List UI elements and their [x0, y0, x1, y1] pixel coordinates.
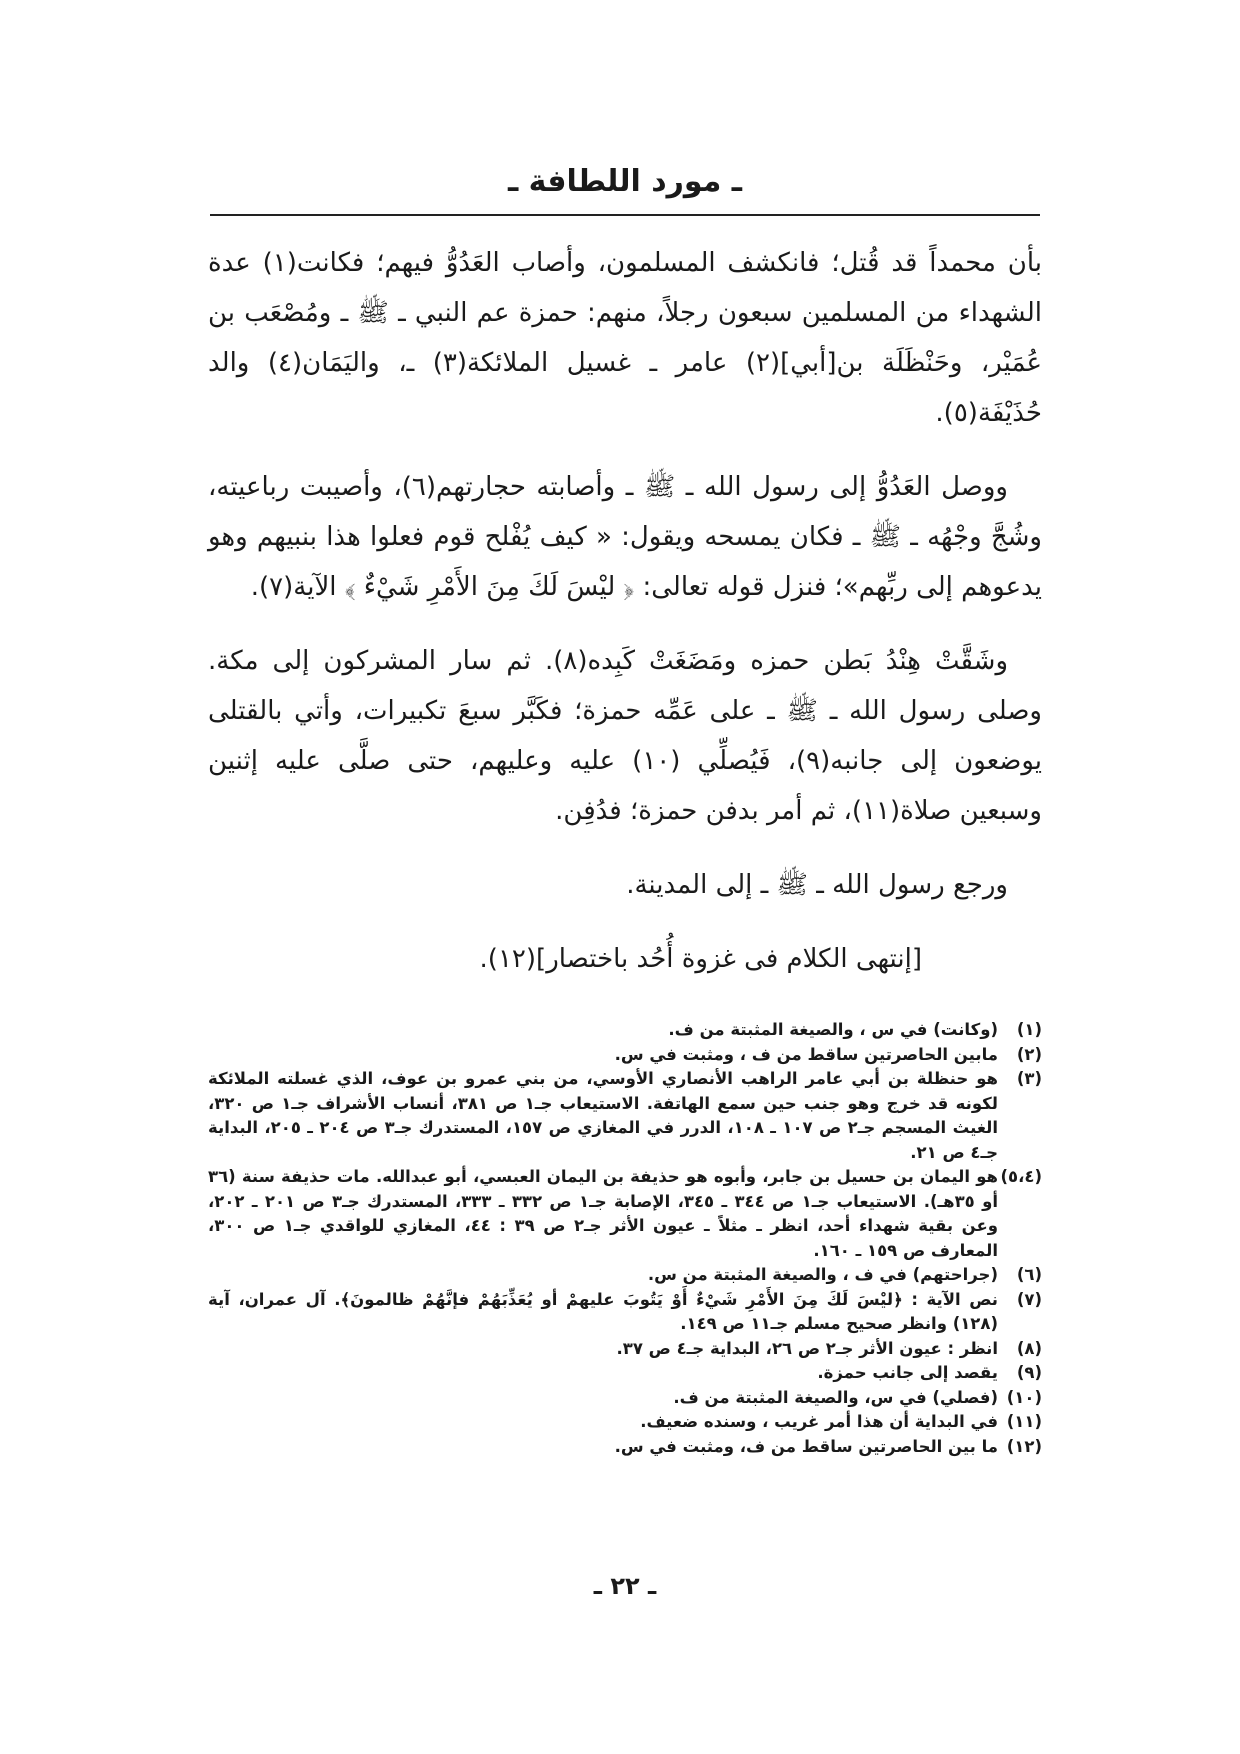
footnote [208, 1361, 1042, 1386]
footnote [208, 1067, 1042, 1165]
footnote [208, 1288, 1042, 1337]
paragraph: بأن محمداً قد قُتل؛ فانكشف المسلمون، وأصاب العَدُوُّ فيهم؛ فكانت(١) عدة الشهداء من المسلمين سبعون رجلاً، منهم: حمزة عم النبي ـ ﷺ ـ ومُصْعَب بن عُمَيْر، وحَنْظَلَة بن[أبي](٢) عامر ـ غسيل الملائكة(٣) ـ، واليَمَان(٤) والد حُذَيْفَة(٥). [208, 248, 1042, 428]
footnote [208, 1386, 1042, 1411]
main-text [208, 238, 1042, 1008]
footnote-number: (٥،٤) [1000, 1167, 1042, 1186]
footnote-text: يقصد إلى جانب حمزة. [817, 1363, 998, 1382]
footnote-text: هو اليمان بن حسيل بن جابر، وأبوه هو حذيفة بن اليمان العبسي، أبو عبدالله. مات حذيفة سنة (٣٦ أو ٣٥هـ). الاستيعاب جـ١ ص ٣٤٤ ـ ٣٤٥، الإصابة جـ١ ص ٣٣٢ ـ ٣٣٣، المستدرك جـ٣ ص ٢٠١ ـ ٢٠٢، وعن بقية شهداء أحد، انظر ـ مثلاً ـ عيون الأثر جـ٢ ص ٣٩ : ٤٤، المغازي للواقدي جـ١ ص ٣٠٠، المعارف ص ١٥٩ ـ ١٦٠. [208, 1167, 999, 1260]
footnote [208, 1043, 1042, 1068]
footnote-text: (وكانت) في س ، والصيغة المثبتة من ف. [668, 1020, 998, 1039]
footnotes [208, 1018, 1042, 1459]
running-head-title: ـ مورد اللطافة ـ [507, 164, 742, 199]
paragraph: ووصل العَدُوُّ إلى رسول الله ـ ﷺ ـ وأصابته حجارتهم(٦)، وأصيبت رباعيته، وشُجَّ وجْهُه ـ ﷺ ـ فكان يمسحه ويقول: « كيف يُفْلح قوم فعلوا هذا بنبيهم وهو يدعوهم إلى ربِّهم»؛ فنزل قوله تعالى: ﴿ ليْسَ لَكَ مِنَ الأَمْرِ شَيْءٌ ﴾ الآية(٧). [208, 472, 1042, 602]
footnote-text: ما بين الحاصرتين ساقط من ف، ومثبت في س. [614, 1436, 998, 1456]
footnote-number: (١٠) [1006, 1387, 1042, 1407]
footnote-text: هو حنظلة بن أبي عامر الراهب الأنصاري الأوسي، من بني عمرو بن عوف، الذي غسلته الملائكة لكونه قد خرج وهو جنب حين سمع الهاتفة. الاستيعاب جـ١ ص ٣٨١، أنساب الأشراف جـ١ ص ٣٢٠، الغيث المسجم جـ٢ ص ١٠٧ ـ ١٠٨، الدرر في المغازي ص ١٥٧، المستدرك جـ٣ ص ٢٠٤ ـ ٢٠٥، البداية جـ٤ ص ٢١. [208, 1069, 998, 1162]
footnote-number: (٧) [1016, 1289, 1042, 1309]
footnote [208, 1435, 1042, 1460]
footnote-number: (٩) [1016, 1363, 1042, 1382]
footnote-number: (٨) [1016, 1338, 1042, 1358]
closing-note: [إنتهى الكلام فى غزوة أُحُد باختصار](١٢). [479, 944, 922, 974]
header-divider [210, 214, 1040, 216]
footnote-text: في البداية أن هذا أمر غريب ، وسنده ضعيف. [640, 1412, 998, 1431]
footnote-text: (فصلي) في س، والصيغة المثبتة من ف. [673, 1387, 998, 1407]
footnote-number: (٣) [1016, 1069, 1042, 1088]
footnote-number: (٢) [1016, 1044, 1042, 1064]
footnote [208, 1018, 1042, 1043]
footnote-number: (١٢) [1006, 1436, 1042, 1456]
footnote [208, 1410, 1042, 1435]
footnote-text: مابين الحاصرتين ساقط من ف ، ومثبت في س. [614, 1044, 998, 1064]
footnote-text: نص الآية : ﴿ليْسَ لَكَ مِنَ الأَمْرِ شَيْءٌ أَوْ يَتُوبَ عليهمْ أو يُعَذِّبَهُمْ فإنَّهُمْ ظالمونَ﴾. آل عمران، آية (١٢٨) وانظر صحيح مسلم جـ١١ ص ١٤٩. [208, 1289, 998, 1333]
page-number: ـ ٢٢ ـ [593, 1572, 657, 1600]
footnote-text: انظر : عيون الأثر جـ٢ ص ٢٦، البداية جـ٤ ص ٣٧. [616, 1338, 998, 1358]
paragraph: وشَقَّتْ هِنْدُ بَطن حمزه ومَضَغَتْ كَبِده(٨). ثم سار المشركون إلى مكة. وصلى رسول الله ـ ﷺ ـ على عَمِّه حمزة؛ فكَبَّر سبعَ تكبيرات، وأتي بالقتلى يوضعون إلى جانبه(٩)، فَيُصلِّي (١٠) عليه وعليهم، حتى صلَّى عليه إثنين وسبعين صلاة(١١)، ثم أمر بدفن حمزة؛ فدُفِن. [208, 646, 1042, 826]
footnote [208, 1337, 1042, 1362]
footnote-number: (١) [1016, 1020, 1042, 1039]
paragraph: ورجع رسول الله ـ ﷺ ـ إلى المدينة. [626, 870, 1008, 900]
footnote-number: (٦) [1016, 1265, 1042, 1284]
footnote [208, 1165, 1042, 1263]
footnote [208, 1263, 1042, 1288]
footnote-number: (١١) [1006, 1412, 1042, 1431]
footnote-text: (جراحتهم) في ف ، والصيغة المثبتة من س. [647, 1265, 998, 1284]
